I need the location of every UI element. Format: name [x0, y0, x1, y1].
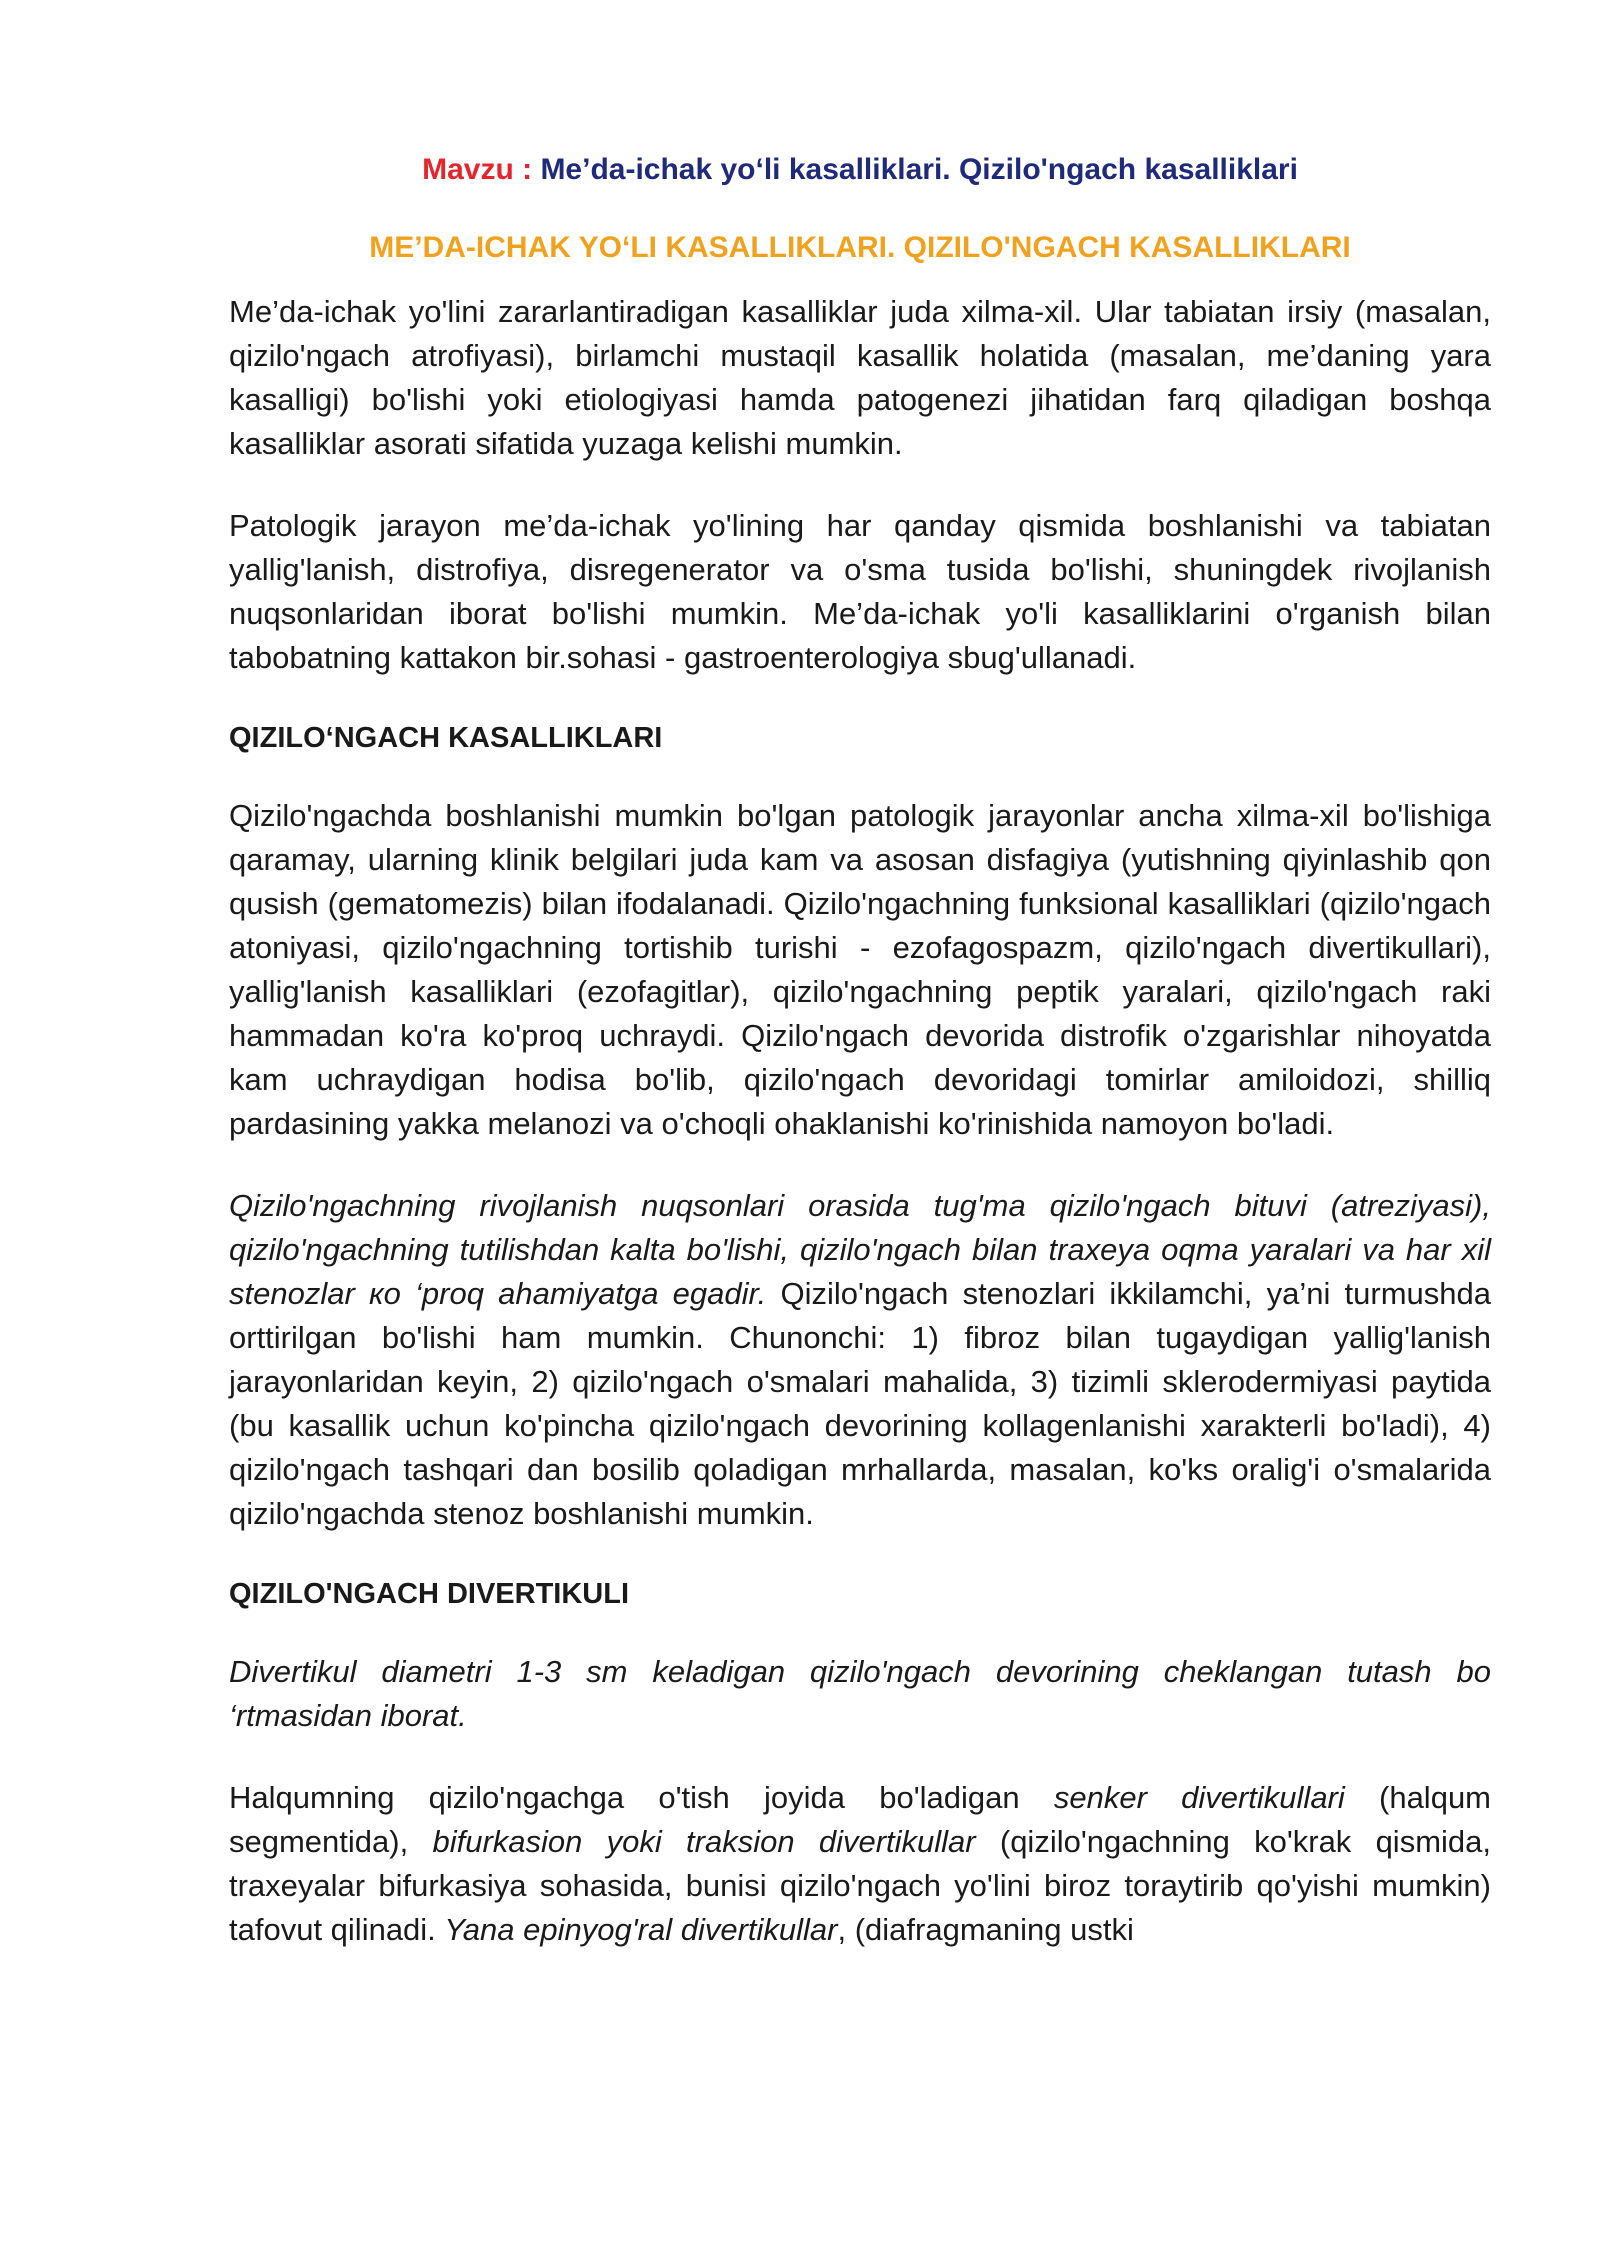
senker-diverticula-term: senker divertikullari — [1053, 1780, 1345, 1815]
document-body — [229, 150, 1491, 1990]
paragraph-esophagus-diseases: Qizilo'ngachda boshlanishi mumkin bo'lgan patologik jarayonlar ancha xilma-xil bo'lishiga qaramay, ularning klinik belgilari juda kam va asosan disfagiya (yutishning qiyinlashib qon qusish (gematomezis) bilan ifodalanadi. Qizilo'ngachning funksional kasalliklari (qizilo'ngach atoniyasi, qizilo'ngachning tortishib turishi - ezofagospazm, qizilo'ngach divertikullari), yallig'lanish kasalliklari (ezofagitlar), qizilo'ngachning peptik yaralari, qizilo'ngach raki hammadan ko'ra ko'proq uchraydi. Qizilo'ngach devorida distrofik o'zgarishlar nihoyatda kam uchraydigan hodisa bo'lib, qizilo'ngach devoridagi tomirlar amiloidozi, shilliq pardasining yakka melanozi va o'choqli ohaklanishi ko'rinishida namoyon bo'ladi. — [229, 798, 1491, 1141]
paragraph-malformations — [229, 1184, 1491, 1536]
diverticulum-types-text-e: (qizilo'ngachning ko'krak qismida, traxeyalar bifurkasiya sohasida, bunisi qizilo'ngach yo'lini biroz toraytirib qo'yishi mumkin) tafovut qilinadi. — [229, 1824, 1491, 1947]
topic-text: Me’da-ichak yo‘li kasalliklari. Qizilo'ngach kasalliklari — [540, 153, 1298, 186]
section-heading-esophagus: QIZILO‘NGACH KASALLIKLARI — [229, 722, 663, 754]
paragraph-intro: Me’da-ichak yo'lini zararlantiradigan kasalliklar juda xilma-xil. Ular tabiatan irsiy (masalan, qizilo'ngach atrofiyasi), birlamchi mustaqil kasallik holatida (masalan, me’daning yara kasalligi) bo'lishi yoki etiologiyasi hamda patogenezi jihatidan farq qiladigan boshqa kasalliklar asorati sifatida yuzaga kelishi mumkin. — [229, 294, 1491, 461]
diverticulum-types-text-c: (halqum segmentida), — [229, 1780, 1492, 1859]
epiphrenic-diverticula-term: Yana epinyog'ral divertikullar — [444, 1912, 838, 1947]
malformations-text: Qizilo'ngach stenozlari ikkilamchi, ya’ni turmushda orttirilgan bo'lishi ham mumkin. Chunonchi: 1) fibroz bilan tugaydigan yallig'lanish jarayonlaridan keyin, 2) qizilo'ngach o'smalari mahalida, 3) tizimli sklerodermiyasi paytida (bu kasallik uchun ko'pincha qizilo'ngach devorining kollagenlanishi xarakterli bo'ladi), 4) qizilo'ngach tashqari dan bosilib qoladigan mrhallarda, masalan, ko'ks oralig'i o'smalarida qizilo'ngachda stenoz boshlanishi mumkin. — [229, 1276, 1491, 1531]
diverticulum-types-text-g: , (diafragmaning ustki — [837, 1912, 1134, 1947]
paragraph-pathology: Patologik jarayon me’da-ichak yo'lining har qanday qismida boshlanishi va tabiatan yallig'lanish, distrofiya, disregenerator va o'sma tusida bo'lishi, shuningdek rivojlanish nuqsonlaridan iborat bo'lishi mumkin. Me’da-ichak yo'li kasalliklarini o'rganish bilan tabobatning kattakon bir.sohasi - gastroenterologiya sbug'ullanadi. — [229, 508, 1491, 675]
main-heading: ME’DA-ICHAK YO‘LI KASALLIKLARI. QIZILO'NGACH KASALLIKLARI — [369, 231, 1351, 264]
topic-title — [229, 150, 1491, 190]
bifurcation-diverticula-term: bifurkasion yoki traksion divertikullar — [432, 1824, 976, 1859]
diverticulum-types-text-a: Halqumning qizilo'ngachga o'tish joyida bo'ladigan — [229, 1780, 1054, 1815]
section-heading-diverticulum: QIZILO'NGACH DIVERTIKULI — [229, 1578, 629, 1610]
topic-label: Mavzu : — [422, 153, 533, 186]
malformations-italic-text: Qizilo'ngachning rivojlanish nuqsonlari orasida tug'ma qizilo'ngach bituvi (atreziyasi), qizilo'ngachning tutilishdan kalta bo'lishi, qizilo'ngach bilan traxeya oqma yaralari va har xil stenozlar ко ‘proq ahamiyatga egadir. — [229, 1188, 1491, 1311]
paragraph-diverticulum-definition: Divertikul diametri 1-3 sm keladigan qizilo'ngach devorining cheklangan tutash bo ‘rtmasidan iborat. — [229, 1654, 1491, 1733]
paragraph-diverticulum-types — [229, 1776, 1491, 1952]
